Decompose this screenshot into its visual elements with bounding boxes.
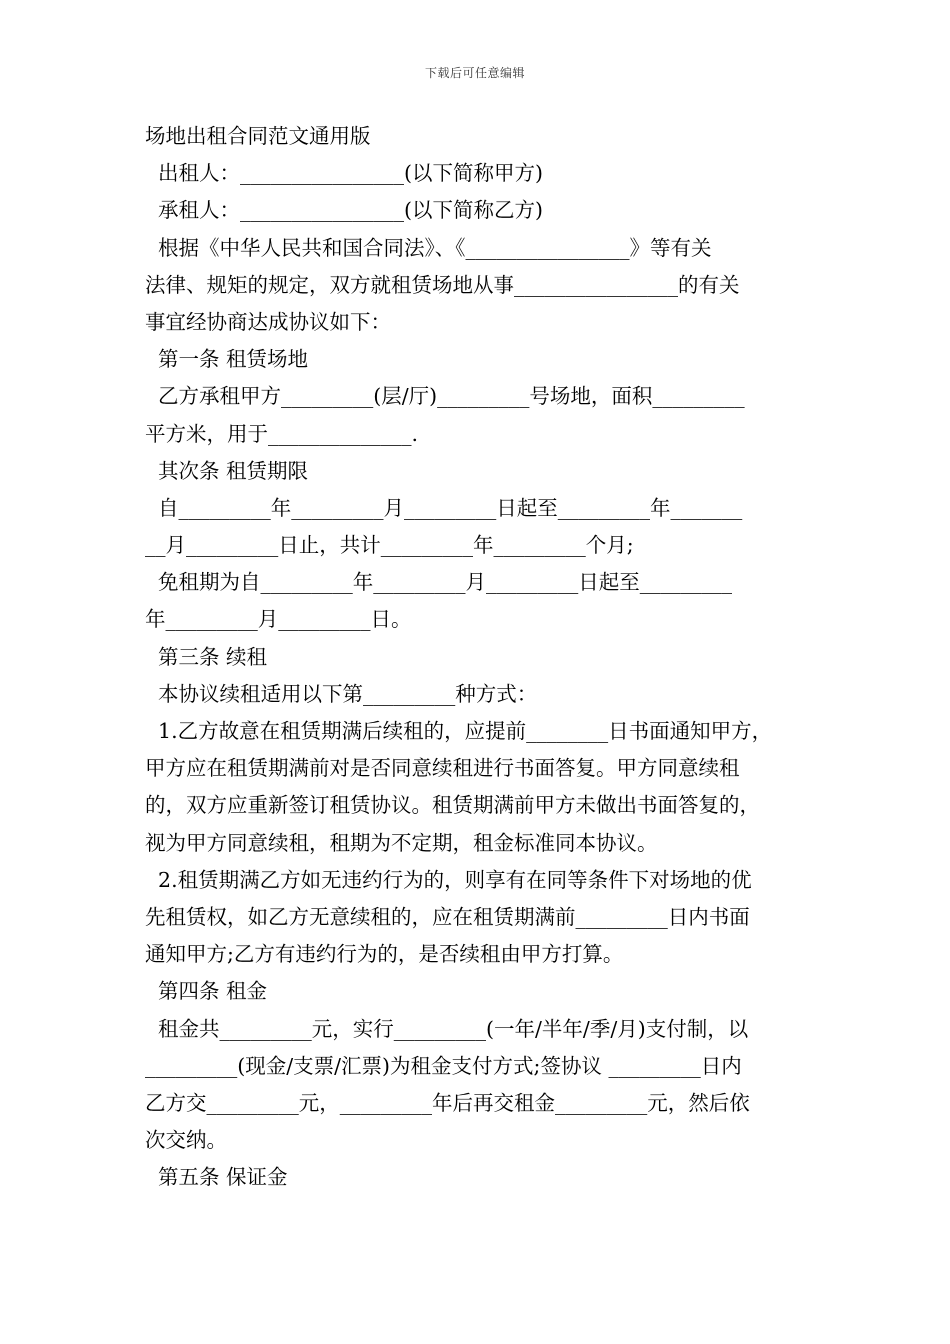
section-heading: 第四条 租金	[145, 979, 268, 1004]
paragraph-line: 法律、规矩的规定，双方就租赁场地从事________________的有关	[145, 272, 740, 297]
paragraph-line: 本协议续租适用以下第_________种方式：	[145, 681, 538, 706]
paragraph-line: 甲方应在租赁期满前对是否同意续租进行书面答复。甲方同意续租	[145, 756, 740, 781]
document-body	[145, 118, 817, 1196]
section-heading: 第三条 续租	[145, 644, 268, 669]
paragraph-line: 1.乙方故意在租赁期满后续租的，应提前________日书面通知甲方，	[145, 719, 773, 743]
paragraph-line: 租金共_________元，实行_________(一年/半年/季/月)支付制，以	[145, 1016, 749, 1041]
paragraph-line: __月_________日止，共计_________年_________个月;	[145, 533, 634, 558]
lessee-line: 承租人：________________(以下简称乙方)	[145, 198, 544, 223]
section-heading: 第五条 保证金	[145, 1165, 288, 1190]
paragraph-line: 事宜经协商达成协议如下：	[145, 309, 391, 334]
paragraph-line: 免租期为自_________年_________月_________日起至_________	[145, 570, 733, 595]
section-heading: 其次条 租赁期限	[145, 458, 309, 483]
paragraph-line: 2.租赁期满乙方如无违约行为的，则享有在同等条件下对场地的优	[145, 867, 752, 892]
paragraph-line: 平方米，用于______________.	[145, 421, 419, 446]
paragraph-line: 根据《中华人民共和国合同法》、《________________》等有关	[145, 235, 712, 260]
paragraph-line: 的，双方应重新签订租赁协议。租赁期满前甲方未做出书面答复的，	[145, 793, 760, 818]
lessor-line: 出租人：________________(以下简称甲方)	[145, 161, 544, 186]
paragraph-line: 先租赁权，如乙方无意续租的，应在租赁期满前_________日内书面	[145, 904, 750, 929]
paragraph-line: 次交纳。	[145, 1128, 227, 1153]
paragraph-line: _________(现金/支票/汇票)为租金支付方式;签协议 _________日内	[145, 1053, 742, 1078]
paragraph-line: 自_________年_________月_________日起至_________年_______	[145, 495, 743, 520]
paragraph-line: 乙方交_________元，_________年后再交租金_________元，然后依	[145, 1090, 750, 1115]
section-heading: 第一条 租赁场地	[145, 347, 309, 372]
paragraph-line: 年_________月_________日。	[145, 607, 412, 632]
paragraph-line: 视为甲方同意续租，租期为不定期，租金标准同本协议。	[145, 830, 658, 855]
document-title: 场地出租合同范文通用版	[145, 124, 371, 148]
paragraph-line: 乙方承租甲方_________(层/厅)_________号场地，面积_________	[145, 384, 745, 409]
page-header: 下载后可任意编辑	[424, 66, 525, 80]
paragraph-line: 通知甲方;乙方有违约行为的，是否续租由甲方打算。	[145, 942, 624, 967]
